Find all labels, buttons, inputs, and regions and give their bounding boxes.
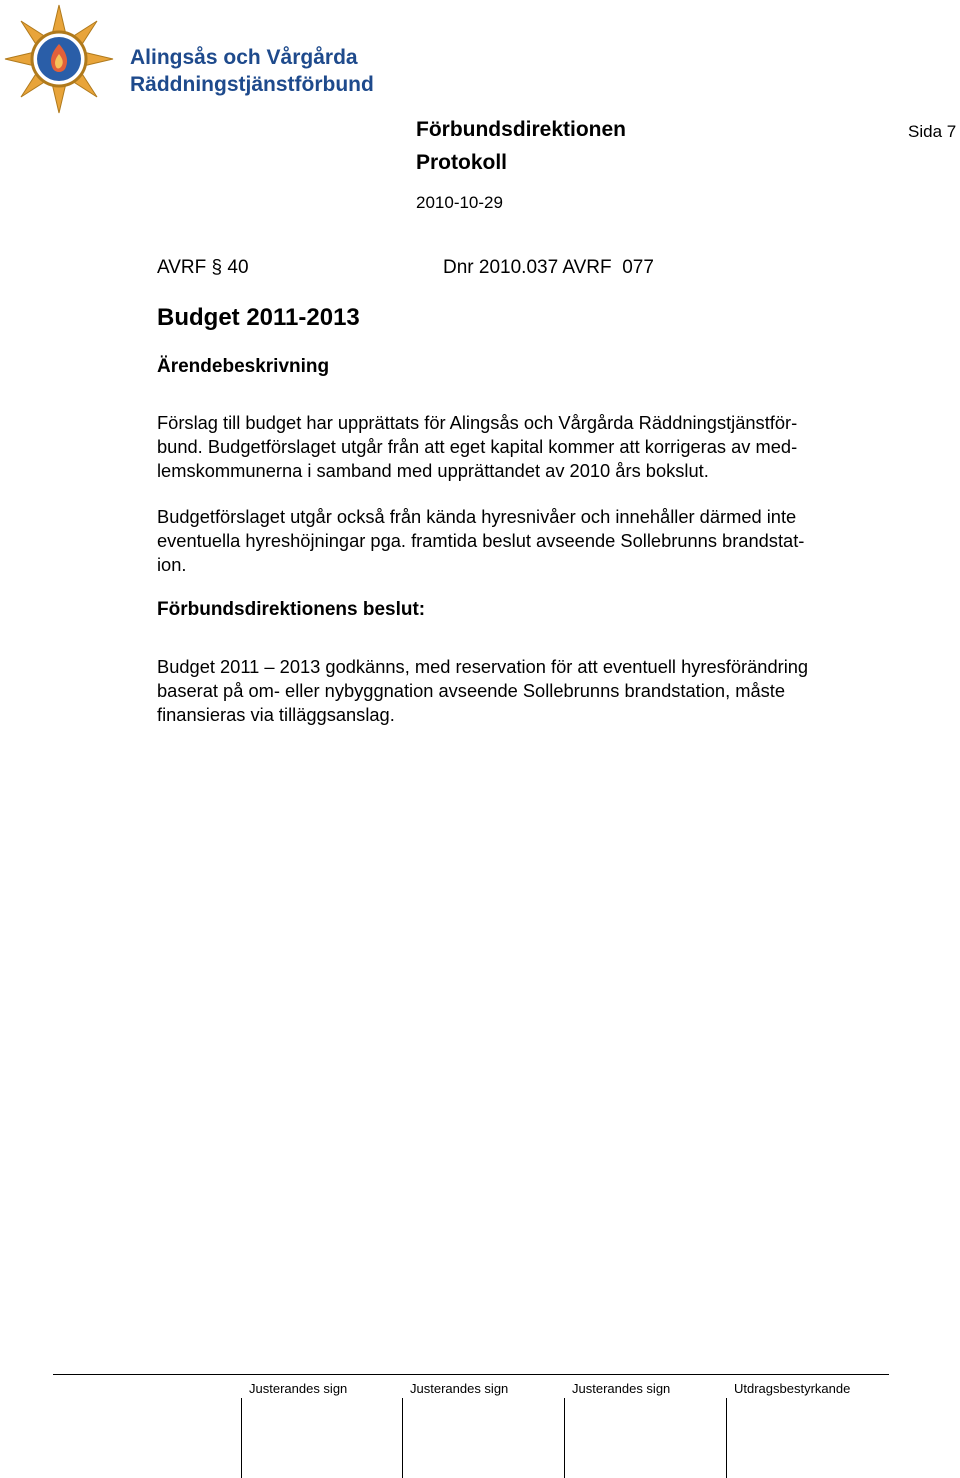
dnr-reference: Dnr 2010.037 AVRF 077 [443,257,654,278]
signature-box-divider [564,1398,565,1478]
paragraph-line: bund. Budgetförslaget utgår från att eget kapital kommer att korrigeras av med- [157,436,798,457]
header-title: Förbundsdirektionen [416,118,626,141]
paragraph-line: eventuella hyreshöjningar pga. framtida beslut avseende Sollebrunns brandstat- [157,530,805,551]
header-date: 2010-10-29 [416,193,503,212]
signature-label-3: Justerandes sign [572,1381,671,1396]
paragraph-1 [157,411,897,483]
signature-label-4: Utdragsbestyrkande [734,1381,851,1396]
paragraph-line: Förslag till budget har upprättats för Alingsås och Vårgårda Räddningstjänstför- [157,412,798,433]
description-heading: Ärendebeskrivning [157,356,330,377]
paragraph-2 [157,505,897,577]
signature-label-2: Justerandes sign [410,1381,509,1396]
decision-line: Budget 2011 – 2013 godkänns, med reservation för att eventuell hyresförändring [157,656,809,677]
signature-box-divider [402,1398,403,1478]
paragraph-reference: AVRF § 40 [157,257,249,278]
document-title: Budget 2011-2013 [157,304,360,331]
paragraph-line: ion. [157,554,187,575]
signature-box-divider [726,1398,727,1478]
paragraph-line: Budgetförslaget utgår också från kända hyresnivåer och innehåller därmed inte [157,506,797,527]
decision-line: baserat på om- eller nybyggnation avseende Sollebrunns brandstation, måste [157,680,786,701]
signature-box-divider [241,1398,242,1478]
star-emblem-icon [4,4,114,114]
header-subtitle: Protokoll [416,151,508,174]
signature-label-1: Justerandes sign [249,1381,348,1396]
decision-line: finansieras via tilläggsanslag. [157,704,395,725]
page-number: Sida 7 [908,122,957,141]
decision-text [157,655,897,727]
signature-divider [53,1374,889,1375]
paragraph-line: lemskommunerna i samband med upprättandet av 2010 års bokslut. [157,460,709,481]
organization-name-line1: Alingsås och Vårgårda [130,46,358,69]
organization-name-line2: Räddningstjänstförbund [130,73,374,96]
decision-heading: Förbundsdirektionens beslut: [157,599,426,620]
